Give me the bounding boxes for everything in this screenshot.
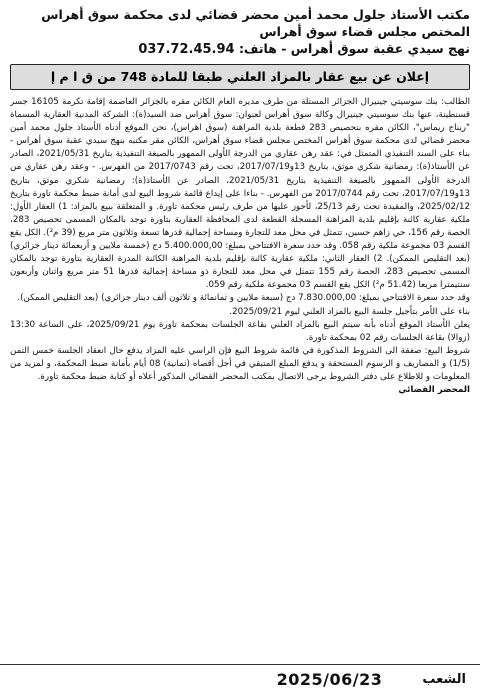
header-line-1: مكتب الأستاذ جلول محمد أمين محضر قضائي لدى محكمة سوق أهراس — [41, 7, 470, 22]
paragraph-sale-date: يعلن الأستاذ الموقع أدناه بأنه سيتم البيع بالمزاد العلني بقاعة الجلسات بمحكمة تاورة يوم 2025/09/21، على الساعة 13:30 (زوالا) بقاعة الجلسات رقم 02 بمحكمة تاورة. — [10, 319, 470, 343]
header-address: نهج سيدي عقبة سوق أهراس - هاتف: — [238, 41, 470, 56]
bailiff-header — [10, 6, 470, 58]
paragraph-sale-conditions: شروط البيع: صفقة الى الشروط المذكورة في قائمة شروط البيع فإن الراسي عليه المزاد يدفع حال انعقاد الجلسة خمس الثمن (1/5) و المصاريف و الرسوم المستحقة و يدفع المبلغ المتبقي في أجل أقصاه (ثمانية) 08 أيام بأمانة ضبط المحكمة، و لمزيد من المعلومات و للاطلاع على دفتر الشروط يرجى الاتصال بمكتب المحضر القضائي المذكور أعلاه أو كتابة ضبط محكمة تاورة. — [10, 345, 470, 382]
publication-date: 2025/06/23 — [276, 669, 383, 689]
footer — [0, 665, 480, 693]
signature: المحضر القضائي — [398, 385, 470, 396]
header-line-2: المختص مجلس قضاء سوق أهراس — [259, 24, 470, 39]
phone-number: 037.72.45.94 — [138, 42, 235, 57]
paragraph-postponement: بناء على الأمر بتأجيل جلسة البيع بالمزاد العلني ليوم 2025/09/21. — [229, 306, 470, 317]
header-line-3 — [10, 40, 470, 58]
paragraph-main: الطالب: بنك سوسيتي جينيرال الجزائر المسثلة من طرف مديره العام الكائن مقره بالجزائر العاصمة إقامة تكرمة 16105 جسر قسنطينة، عنها بنك سوسيتي جينيرال وكالة سوق أهراس لعنوان: سوق أهراس ضد السيد(ة): الشركة المدنية العقارية المسماة "ريناج ريماس"، الكائن مقره بتحصيص 283 قطعة بلدية المراهنة (سوق اهراس)، نحن الموقع أدناه الأستاذ جلول محمد أمين محضر قضائي لدى محكمة سوق أهراس المختص مجلس قضاء سوق أهراس، الكائن مقر مكتبه بنهج سيدي عقبة سوق أهراس - بناء على السند التنفيذي المتمثل في: عقد رهن عقاري من الدرجة الأولى الممهور بالصيغة التنفيذية بتاريخ 2021/05/31، الصادر عن الأستاذ(ة): رمضانية شكري موثق، بتاريخ 13و2017/07/19، تحت رقم 2017/0743 من الفهرس. - وعقد رهن عقاري من الدرجة الأولى الممهور بالصيغة التنفيذية بتاريخ 2021/05/31، الصادر عن الأستاذ(ة): رمضانية شكري موثق، بتاريخ 13و2017/07/19، تحت رقم 2017/0744 من الفهرس. - بناءا على إيداع قائمة شروط البيع لدى أمانة ضبط محكمة تاورة بتاريخ 2025/02/12، والمقيدة تحت رقم 25/13، لأحوز عليها من طرف رئيس محكمة تاورة. و المتعلقة ببيع بالمزاد: 1) العقار الأول: ملكية عقارية كائنة بإقليم بلدية المراهنة المسجلة القطعة لدى المحافظة العقارية بتاورة توجد بالمكان المسمى تحصيص 283، الحصة رقم 156، حي زاهم حسين، تتمثل في محل معد للتجارة ومساحة إجمالية قدرها تسعة وثلاثون متر مربع (39 م²). الكل يقع القسم 03 مجموعة ملكية رقم 058. وقد حدد سعرة الافتتاحي بمبلغ: 5.400.000,00 دج (خمسة ملايين و أربعمائة دينار جزائري) (بعد التقليص الممكن). 2) العقار الثاني: ملكية عقارية كائنة بإقليم بلدية المراهنة الكائنة المدرة العقارية بتاورة توجد بالمكان المسمى تحصيص 283، الحصة رقم 155 تتمثل في محل معد للتجارة ذو مساحة إجمالية قدرها 51 متر مربع واثنان وأربعون سنتيمترا مربعا (51.42 م²) الكل يقع القسم 03 مجموعة ملكية رقم 059. — [10, 97, 470, 291]
announcement-title-banner: إعلان عن بيع عقار بالمزاد العلني طبقا للمادة 748 من ق ا م إ — [10, 64, 470, 90]
newspaper-name: الشعب — [422, 671, 466, 687]
paragraph-price-2: وقد حدد سعرة الافتتاحي بمبلغ: 7.830.000,00 دج (سبعة ملايين و ثمانمائة و ثلاثون ألف دينار جزائري) (بعد التقليص الممكن). — [17, 293, 470, 304]
announcement-body — [10, 96, 470, 639]
